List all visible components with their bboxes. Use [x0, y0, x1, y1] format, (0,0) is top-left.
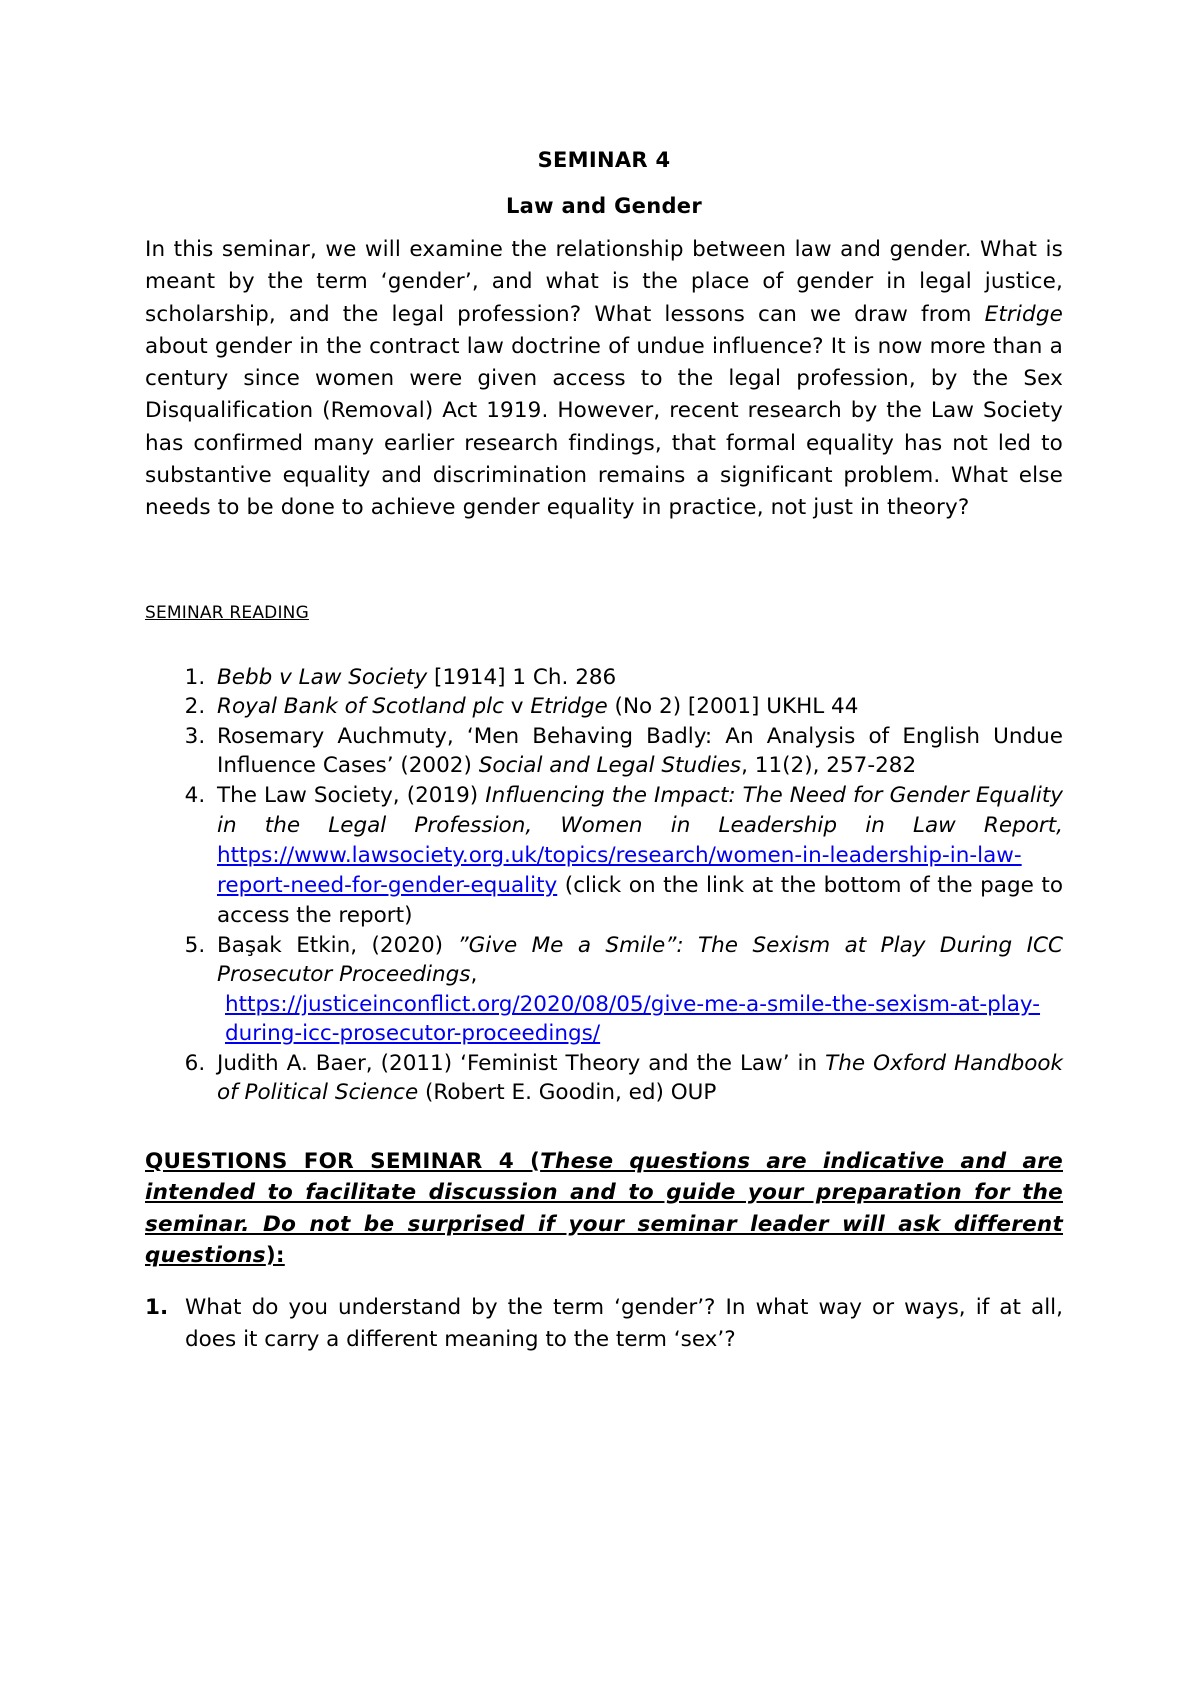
question-number: 1.: [145, 1294, 169, 1320]
reading-citation: (Robert E. Goodin, ed) OUP: [418, 1080, 717, 1106]
reading-note: (click on the link at the bottom of the page to access the report): [217, 872, 1063, 928]
reading-author-title: Judith A. Baer, (2011) ‘Feminist Theory and the Law’ in: [217, 1050, 826, 1076]
reading-case-name: Etridge: [530, 694, 608, 720]
questions-heading: [145, 1146, 1063, 1272]
intro-paragraph: [145, 234, 1063, 525]
reading-author-title: Rosemary Auchmuty, ‘Men Behaving Badly: An Analysis of English Undue Influence Cases’ (2002): [217, 723, 1063, 779]
reading-citation: (No 2) [2001] UKHL 44: [607, 694, 859, 720]
reading-list: [145, 663, 1063, 1108]
question-item: [145, 1292, 1063, 1356]
questions-heading-bold: QUESTIONS FOR SEMINAR 4 (: [145, 1148, 541, 1174]
reading-citation: [1914] 1 Ch. 286: [427, 664, 617, 690]
reading-item: [212, 1049, 1063, 1108]
reading-text: ,: [470, 962, 478, 988]
reading-author: The Law Society, (2019): [217, 782, 486, 808]
reading-journal: Social and Legal Studies: [478, 753, 742, 779]
question-text: What do you understand by the term ‘gender’? In what way or ways, if at all, does it carry a different meaning to the term ‘sex’?: [185, 1294, 1063, 1352]
law-society-report-link[interactable]: https://www.lawsociety.org.uk/topics/research/women-in-leadership-in-law-report-need-for-gender-equality: [217, 842, 1022, 898]
questions-heading-end: ):: [265, 1243, 285, 1269]
questions-list: [145, 1292, 1063, 1356]
document-title: SEMINAR 4: [537, 148, 671, 172]
reading-item: [212, 663, 1063, 693]
reading-item: [212, 692, 1063, 722]
reading-item: [212, 722, 1063, 781]
document-body: [145, 142, 1063, 1356]
intro-text-2: about gender in the contract law doctrine of undue influence? It is now more than a century since women were given access to the legal profession, by the Sex Disqualification (Removal) Act 1919. However, recent research by the Law Society has confirmed many earlier research findings, that formal equality has not led to substantive equality and discrimination remains a significant problem. What else needs to be done to achieve gender equality in practice, not just in theory?: [145, 333, 1063, 521]
intro-text-1: In this seminar, we will examine the relationship between law and gender. What is meant by the term ‘gender’, and what is the place of gender in legal justice, scholarship, and the legal profession? What lessons can we draw from: [145, 237, 1063, 327]
reading-case-name: Bebb v Law Society: [217, 664, 428, 690]
reading-item: [212, 781, 1063, 931]
justice-in-conflict-link[interactable]: https://justiceinconflict.org/2020/08/05/give-me-a-smile-the-sexism-at-play-during-icc-prosecutor-proceedings/: [225, 991, 1041, 1047]
reading-citation: , 11(2), 257-282: [741, 753, 917, 779]
reading-author: Başak Etkin, (2020): [217, 932, 458, 958]
questions-heading-note: These questions are indicative and are intended to facilitate discussion and to guide your preparation for the seminar. Do not be surprised if your seminar leader will ask different questions: [145, 1148, 1063, 1269]
reading-item: [212, 931, 1063, 1049]
reading-text: v: [503, 694, 531, 720]
reading-report-title: Influencing the Impact: The Need for Gender Equality in the Legal Profession, Women in Leadership in Law Report,: [217, 782, 1063, 838]
intro-italic-case: Etridge: [984, 301, 1063, 327]
reading-case-name: Royal Bank of Scotland plc: [217, 694, 504, 720]
reading-book-title: The Oxford Handbook of Political Science: [217, 1050, 1063, 1106]
reading-article-title: ”Give Me a Smile”: The Sexism at Play During ICC Prosecutor Proceedings: [217, 932, 1063, 988]
reading-heading: SEMINAR READING: [145, 602, 309, 623]
document-subtitle: Law and Gender: [506, 194, 702, 218]
